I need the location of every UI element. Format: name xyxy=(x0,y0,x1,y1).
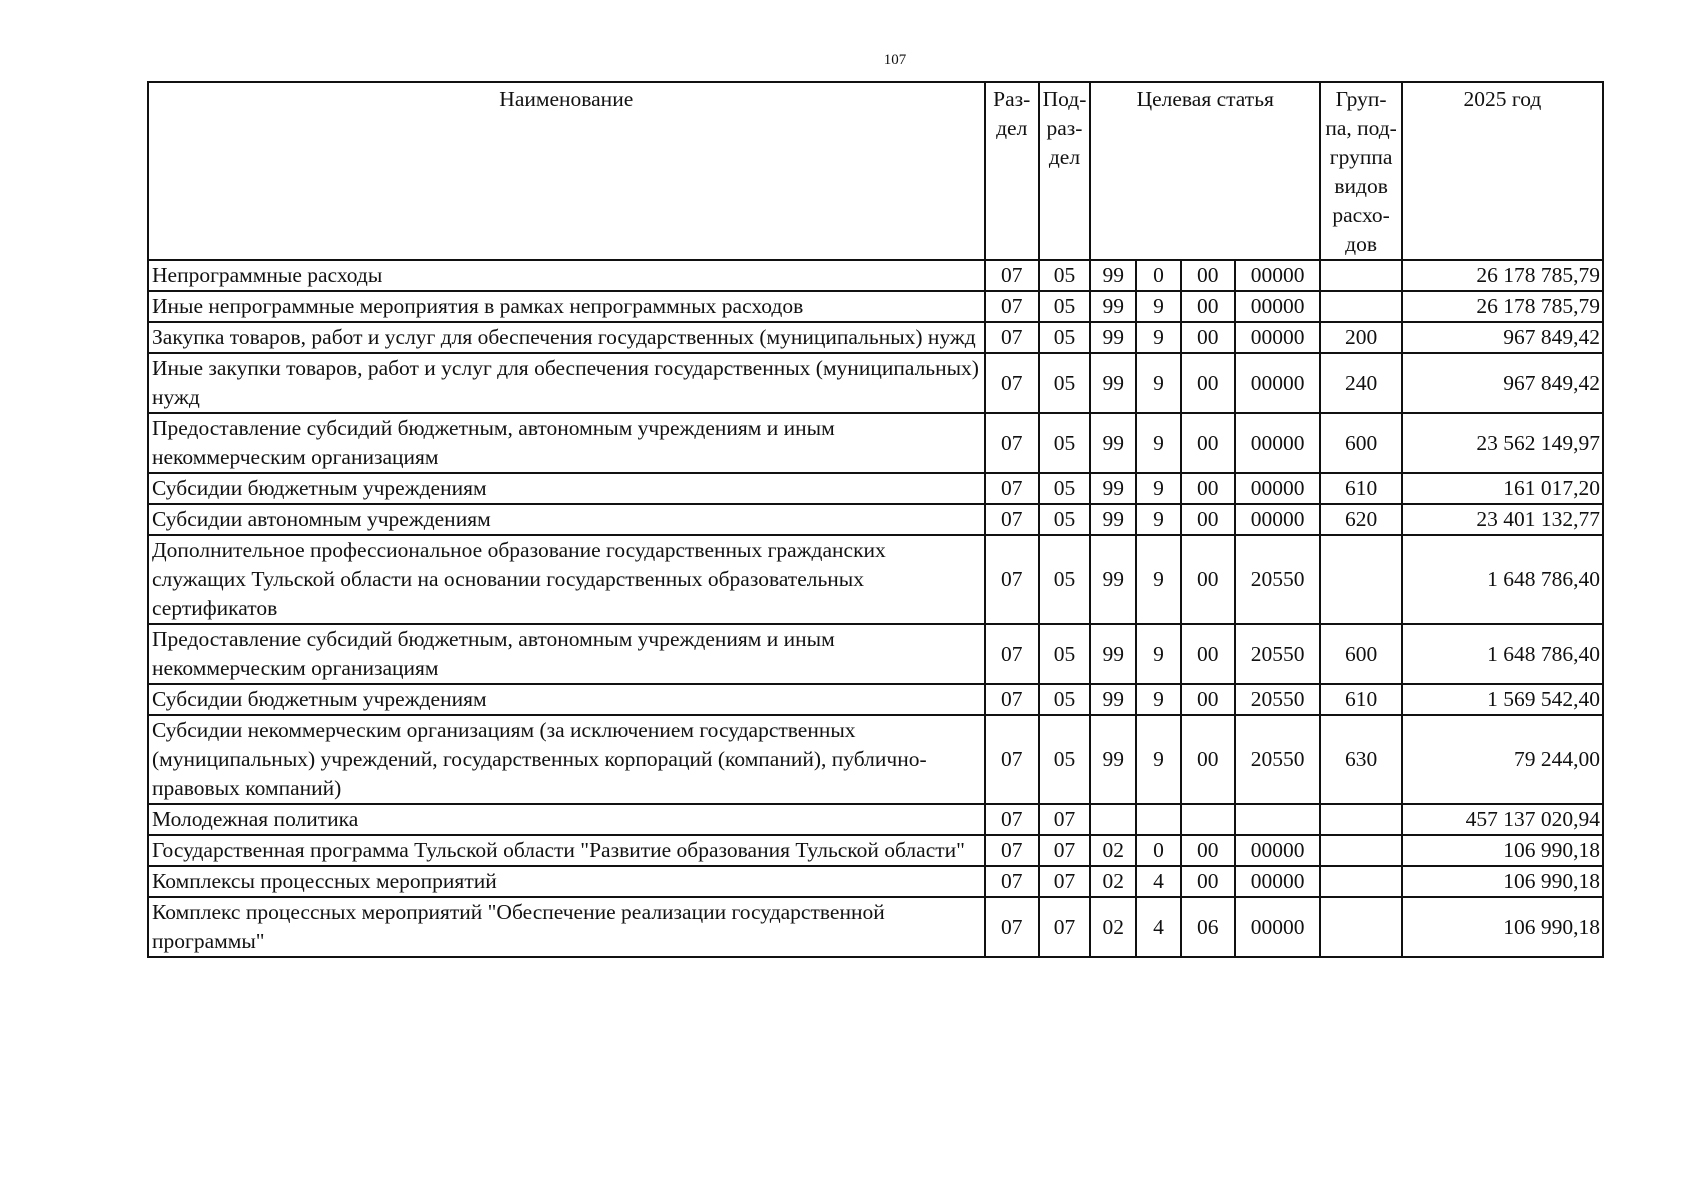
row-target-direction: 00000 xyxy=(1235,504,1321,535)
row-target-type: 9 xyxy=(1136,715,1180,804)
row-target-program: 99 xyxy=(1090,684,1136,715)
header-target-article: Целевая статья xyxy=(1090,82,1320,260)
row-target-direction: 00000 xyxy=(1235,866,1321,897)
table-row xyxy=(148,535,1603,624)
row-subsection: 07 xyxy=(1039,897,1090,957)
row-target-type: 0 xyxy=(1136,835,1180,866)
row-target-type: 4 xyxy=(1136,866,1180,897)
row-name: Предоставление субсидий бюджетным, автономным учреждениям и иным некоммерческим организациям xyxy=(148,624,985,684)
row-target-direction: 00000 xyxy=(1235,353,1321,413)
header-year: 2025 год xyxy=(1402,82,1603,260)
row-target-program: 99 xyxy=(1090,260,1136,291)
row-target-structure: 00 xyxy=(1181,504,1235,535)
row-target-direction: 00000 xyxy=(1235,291,1321,322)
row-amount: 23 401 132,77 xyxy=(1402,504,1603,535)
row-target-structure: 00 xyxy=(1181,291,1235,322)
row-target-structure: 00 xyxy=(1181,684,1235,715)
row-expense-group: 240 xyxy=(1320,353,1401,413)
table-row xyxy=(148,897,1603,957)
table-row xyxy=(148,866,1603,897)
row-target-type: 4 xyxy=(1136,897,1180,957)
row-subsection: 07 xyxy=(1039,804,1090,835)
row-target-direction: 20550 xyxy=(1235,624,1321,684)
row-amount: 1 648 786,40 xyxy=(1402,624,1603,684)
row-target-type: 0 xyxy=(1136,260,1180,291)
row-section: 07 xyxy=(985,684,1039,715)
row-target-program: 99 xyxy=(1090,353,1136,413)
row-amount: 161 017,20 xyxy=(1402,473,1603,504)
row-section: 07 xyxy=(985,535,1039,624)
row-expense-group xyxy=(1320,260,1401,291)
row-target-direction: 00000 xyxy=(1235,473,1321,504)
row-target-program xyxy=(1090,804,1136,835)
table-row xyxy=(148,322,1603,353)
table-body xyxy=(148,260,1603,957)
row-expense-group: 620 xyxy=(1320,504,1401,535)
row-section: 07 xyxy=(985,322,1039,353)
row-amount: 106 990,18 xyxy=(1402,897,1603,957)
row-target-structure: 00 xyxy=(1181,866,1235,897)
row-subsection: 05 xyxy=(1039,624,1090,684)
row-name: Иные закупки товаров, работ и услуг для обеспечения государственных (муниципальных) нужд xyxy=(148,353,985,413)
row-amount: 1 569 542,40 xyxy=(1402,684,1603,715)
row-subsection: 05 xyxy=(1039,413,1090,473)
row-target-type: 9 xyxy=(1136,291,1180,322)
row-target-direction xyxy=(1235,804,1321,835)
row-amount: 457 137 020,94 xyxy=(1402,804,1603,835)
row-name: Субсидии некоммерческим организациям (за исключением государственных (муниципальных) учреждений, государственных корпораций (компаний), публично-правовых компаний) xyxy=(148,715,985,804)
row-target-direction: 00000 xyxy=(1235,897,1321,957)
row-section: 07 xyxy=(985,835,1039,866)
row-name: Предоставление субсидий бюджетным, автономным учреждениям и иным некоммерческим организациям xyxy=(148,413,985,473)
row-expense-group: 610 xyxy=(1320,684,1401,715)
row-target-type: 9 xyxy=(1136,322,1180,353)
table-row xyxy=(148,504,1603,535)
row-name: Закупка товаров, работ и услуг для обеспечения государственных (муниципальных) нужд xyxy=(148,322,985,353)
row-target-type: 9 xyxy=(1136,504,1180,535)
row-target-direction: 20550 xyxy=(1235,535,1321,624)
row-section: 07 xyxy=(985,260,1039,291)
row-target-type xyxy=(1136,804,1180,835)
row-target-program: 99 xyxy=(1090,473,1136,504)
row-amount: 967 849,42 xyxy=(1402,322,1603,353)
header-row xyxy=(148,82,1603,260)
row-target-direction: 00000 xyxy=(1235,835,1321,866)
row-target-program: 99 xyxy=(1090,504,1136,535)
row-expense-group xyxy=(1320,835,1401,866)
row-section: 07 xyxy=(985,353,1039,413)
table-row xyxy=(148,291,1603,322)
row-expense-group xyxy=(1320,535,1401,624)
row-section: 07 xyxy=(985,504,1039,535)
row-target-program: 99 xyxy=(1090,322,1136,353)
row-name: Субсидии бюджетным учреждениям xyxy=(148,684,985,715)
row-amount: 1 648 786,40 xyxy=(1402,535,1603,624)
row-target-direction: 20550 xyxy=(1235,684,1321,715)
row-target-direction: 20550 xyxy=(1235,715,1321,804)
row-section: 07 xyxy=(985,715,1039,804)
row-subsection: 05 xyxy=(1039,535,1090,624)
table-row xyxy=(148,353,1603,413)
row-target-type: 9 xyxy=(1136,353,1180,413)
row-name: Комплексы процессных мероприятий xyxy=(148,866,985,897)
row-target-program: 99 xyxy=(1090,535,1136,624)
row-target-program: 99 xyxy=(1090,624,1136,684)
row-subsection: 05 xyxy=(1039,260,1090,291)
row-name: Субсидии автономным учреждениям xyxy=(148,504,985,535)
row-target-type: 9 xyxy=(1136,624,1180,684)
table-row xyxy=(148,473,1603,504)
row-subsection: 05 xyxy=(1039,684,1090,715)
row-target-structure: 00 xyxy=(1181,413,1235,473)
row-target-direction: 00000 xyxy=(1235,322,1321,353)
row-target-structure: 00 xyxy=(1181,715,1235,804)
row-target-type: 9 xyxy=(1136,684,1180,715)
row-target-program: 99 xyxy=(1090,715,1136,804)
row-name: Непрограммные расходы xyxy=(148,260,985,291)
header-subsection: Под-раз-дел xyxy=(1039,82,1090,260)
row-subsection: 05 xyxy=(1039,473,1090,504)
row-subsection: 05 xyxy=(1039,291,1090,322)
row-target-structure: 00 xyxy=(1181,473,1235,504)
row-expense-group: 200 xyxy=(1320,322,1401,353)
row-amount: 23 562 149,97 xyxy=(1402,413,1603,473)
budget-table xyxy=(147,81,1604,958)
row-subsection: 07 xyxy=(1039,866,1090,897)
row-target-program: 02 xyxy=(1090,897,1136,957)
header-name: Наименование xyxy=(148,82,985,260)
row-target-program: 99 xyxy=(1090,291,1136,322)
header-expense-group: Груп-па, под-группа видов расхо-дов xyxy=(1320,82,1401,260)
row-name: Молодежная политика xyxy=(148,804,985,835)
row-target-type: 9 xyxy=(1136,473,1180,504)
row-amount: 79 244,00 xyxy=(1402,715,1603,804)
row-subsection: 05 xyxy=(1039,715,1090,804)
header-section: Раз-дел xyxy=(985,82,1039,260)
page-number: 107 xyxy=(883,52,907,68)
row-section: 07 xyxy=(985,897,1039,957)
row-section: 07 xyxy=(985,413,1039,473)
row-expense-group xyxy=(1320,804,1401,835)
row-target-direction: 00000 xyxy=(1235,413,1321,473)
row-amount: 967 849,42 xyxy=(1402,353,1603,413)
row-expense-group: 630 xyxy=(1320,715,1401,804)
row-section: 07 xyxy=(985,624,1039,684)
row-target-program: 99 xyxy=(1090,413,1136,473)
row-expense-group xyxy=(1320,291,1401,322)
row-amount: 106 990,18 xyxy=(1402,835,1603,866)
row-expense-group: 600 xyxy=(1320,624,1401,684)
row-target-structure xyxy=(1181,804,1235,835)
row-amount: 106 990,18 xyxy=(1402,866,1603,897)
row-target-structure: 00 xyxy=(1181,353,1235,413)
table-row xyxy=(148,413,1603,473)
row-expense-group: 610 xyxy=(1320,473,1401,504)
row-target-structure: 00 xyxy=(1181,535,1235,624)
row-amount: 26 178 785,79 xyxy=(1402,291,1603,322)
row-name: Комплекс процессных мероприятий "Обеспечение реализации государственной программы" xyxy=(148,897,985,957)
row-subsection: 05 xyxy=(1039,504,1090,535)
row-target-structure: 00 xyxy=(1181,322,1235,353)
row-section: 07 xyxy=(985,804,1039,835)
table-row xyxy=(148,835,1603,866)
row-name: Дополнительное профессиональное образование государственных гражданских служащих Тульской области на основании государственных образовательных сертификатов xyxy=(148,535,985,624)
row-target-structure: 06 xyxy=(1181,897,1235,957)
row-subsection: 07 xyxy=(1039,835,1090,866)
row-target-direction: 00000 xyxy=(1235,260,1321,291)
row-target-program: 02 xyxy=(1090,835,1136,866)
table-row xyxy=(148,715,1603,804)
row-target-type: 9 xyxy=(1136,413,1180,473)
row-section: 07 xyxy=(985,866,1039,897)
row-name: Государственная программа Тульской области "Развитие образования Тульской области" xyxy=(148,835,985,866)
row-expense-group xyxy=(1320,897,1401,957)
table-row xyxy=(148,684,1603,715)
row-target-structure: 00 xyxy=(1181,835,1235,866)
row-expense-group xyxy=(1320,866,1401,897)
row-target-structure: 00 xyxy=(1181,260,1235,291)
row-target-type: 9 xyxy=(1136,535,1180,624)
row-subsection: 05 xyxy=(1039,353,1090,413)
table-row xyxy=(148,804,1603,835)
row-target-program: 02 xyxy=(1090,866,1136,897)
row-section: 07 xyxy=(985,473,1039,504)
table-row xyxy=(148,624,1603,684)
row-subsection: 05 xyxy=(1039,322,1090,353)
row-section: 07 xyxy=(985,291,1039,322)
row-amount: 26 178 785,79 xyxy=(1402,260,1603,291)
row-expense-group: 600 xyxy=(1320,413,1401,473)
row-name: Иные непрограммные мероприятия в рамках непрограммных расходов xyxy=(148,291,985,322)
table-row xyxy=(148,260,1603,291)
row-name: Субсидии бюджетным учреждениям xyxy=(148,473,985,504)
row-target-structure: 00 xyxy=(1181,624,1235,684)
